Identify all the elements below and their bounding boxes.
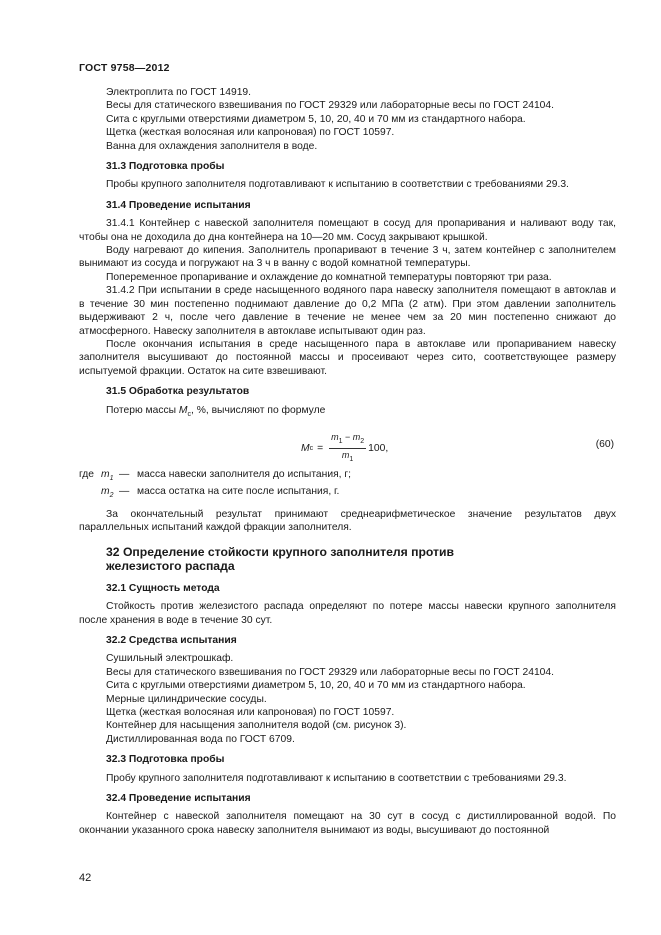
equipment-item: Контейнер для насыщения заполнителя водой (см. рисунок 3). [106,720,407,732]
formula-intro: Потерю массы $M_c$, %, вычисляют по формуле [106,404,326,418]
paragraph: Пробы крупного заполнителя подготавливают к испытанию в соответствии с требованиями 29.3. [106,179,569,191]
subsection-heading: 32.4 Проведение испытания [106,792,251,804]
equipment-item: Щетка (жесткая волосяная или капроновая) по ГОСТ 10597. [106,706,395,718]
subsection-heading: 31.3 Подготовка пробы [106,161,225,173]
paragraph: 31.4.2 При испытании в среде насыщенного водяного пара навеску заполнителя помещают в автоклав и в течение 30 мин постепенно поднимают давление до 0,2 МПа (2 атм). При этом давлении заполнитель выдерживают 2 ч, после чего давление в течение не менее чем за 20 мин постепенно снижают до атмосферного. Навеску заполнителя в автоклаве испытывают один раз. [79,285,616,337]
page-header: ГОСТ 9758—2012 [79,62,170,74]
subsection-heading: 31.5 Обработка результатов [106,386,250,398]
equipment-item: Электроплита по ГОСТ 14919. [106,87,252,98]
equipment-item: Щетка (жесткая волосяная или капроновая) по ГОСТ 10597. [106,127,395,139]
equipment-item: Весы для статического взвешивания по ГОСТ 29329 или лабораторные весы по ГОСТ 24104. [106,100,554,112]
paragraph: Стойкость против железистого распада определяют по потере массы навески крупного заполнителя после хранения в воде в течение 30 сут. [79,601,616,626]
paragraph: Контейнер с навеской заполнителя помещают на 30 сут в сосуд с дистиллированной водой. По окончании указанного срока навеску заполнителя вынимают из воды, высушивают до постоянной [79,811,616,836]
equipment-item: Мерные цилиндрические сосуды. [106,693,267,705]
page-content [79,86,616,837]
paragraph: Попеременное пропаривание и охлаждение до комнатной температуры повторяют три раза. [106,271,552,283]
equipment-list-32 [79,652,616,746]
equipment-list-31 [79,86,616,153]
fraction: $\frac{m_1 - m_2}{m_1}$ [331,431,365,463]
subsection-heading: 32.1 Сущность метода [106,582,220,594]
paragraph: После окончания испытания в среде насыщенного пара в автоклаве или пропариванием навеску заполнителя высушивают до постоянной массы и просеивают через сито, соответствующее размеру испытуемой фракции. Остаток на сите взвешивают. [79,338,616,377]
equipment-item: Ванна для охлаждения заполнителя в воде. [106,140,318,152]
equipment-item: Сита с круглыми отверстиями диаметром 5, 10, 20, 40 и 70 мм из стандартного набора. [106,113,526,125]
equipment-item: Сита с круглыми отверстиями диаметром 5, 10, 20, 40 и 70 мм из стандартного набора. [106,680,526,692]
legend-row: где $m_1$ — масса навески заполнителя до испытания, г; [79,468,352,483]
equation-number: (60) [595,438,614,450]
formula: M c = $\frac{m_1 - m_2}{m_1}$ 100, [301,431,389,463]
section-heading: 32 Определение стойкости крупного заполнителя против железистого распада [106,544,455,573]
paragraph: Воду нагревают до кипения. Заполнитель пропаривают в течение 3 ч, затем контейнер с заполнителем вынимают из сосуда и погружают на 3 ч в ванну с водой комнатной температуры. [79,245,616,270]
subsection-heading: 31.4 Проведение испытания [106,199,251,211]
formula-block [79,424,616,468]
paragraph: Пробу крупного заполнителя подготавливают к испытанию в соответствии с требованиями 29.3. [106,772,567,784]
paragraph: 31.4.1 Контейнер с навеской заполнителя помещают в сосуд для пропаривания и наливают воду так, чтобы она не доходила до дна контейнера на 10—20 мм. Сосуд закрывают крышкой. [79,218,616,243]
subsection-heading: 32.3 Подготовка пробы [106,754,225,766]
legend-row: $m_2$ — масса остатка на сите после испытания, г. [101,486,340,500]
equipment-item: Дистиллированная вода по ГОСТ 6709. [106,733,295,745]
paragraph: За окончательный результат принимают среднеарифметическое значение результатов двух параллельных испытаний каждой фракции заполнителя. [79,508,616,534]
subsection-heading: 32.2 Средства испытания [106,634,237,646]
equipment-item: Сушильный электрошкаф. [106,653,234,665]
page-number: 42 [79,872,92,884]
formula-legend [79,468,616,503]
equipment-item: Весы для статического взвешивания по ГОСТ 29329 или лабораторные весы по ГОСТ 24104. [106,666,554,678]
